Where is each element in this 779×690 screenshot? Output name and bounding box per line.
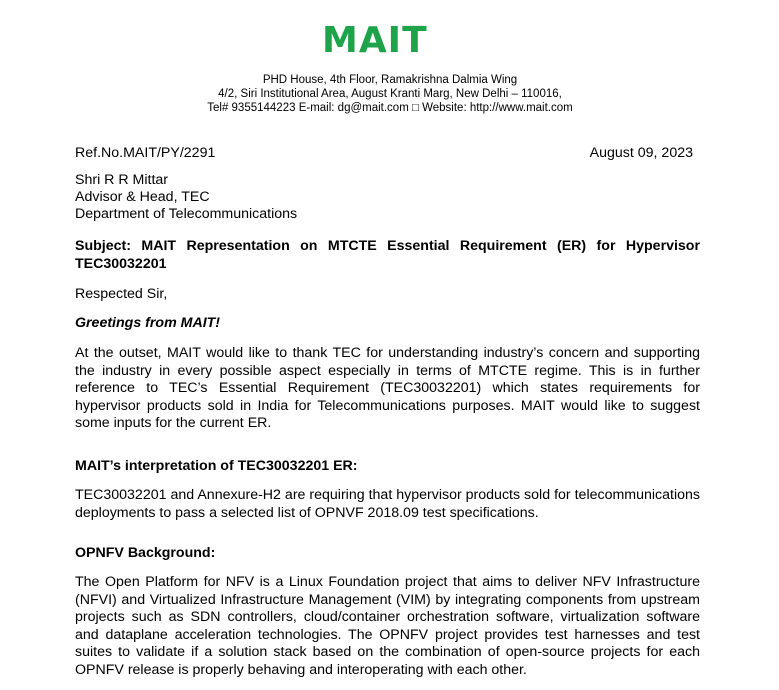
address-line-1: PHD House, 4th Floor, Ramakrishna Dalmia Wing: [262, 74, 518, 86]
recipient-name: Shri R R Mittar: [75, 172, 169, 188]
subject-line: Subject: MAIT Representation on MTCTE Essential Requirement (ER) for Hypervisor TEC30032201: [75, 238, 700, 272]
recipient-title: Advisor & Head, TEC: [75, 189, 210, 205]
reference-number: Ref.No.MAIT/PY/2291: [75, 145, 216, 161]
mait-logo: MAIT: [322, 20, 428, 61]
address-line-3: Tel# 9355144223 E-mail: dg@mait.com □ Website: http://www.mait.com: [207, 102, 573, 114]
background-paragraph: The Open Platform for NFV is a Linux Foundation project that aims to deliver NFV Infrastructure (NFVI) and Virtualized Infrastructure Management (VIM) by integrating components from upstream projects such as SDN controllers, cloud/container orchestration software, virtualization software and dataplane acceleration technologies. The OPNFV project provides test harnesses and test suites to validate if a solution stack based on the combination of open-source projects for each OPNFV release is properly behaving and interoperating with each other.: [75, 574, 700, 678]
recipient-department: Department of Telecommunications: [75, 206, 298, 222]
intro-paragraph: At the outset, MAIT would like to thank TEC for understanding industry’s concern and supporting the industry in every possible aspect especially in terms of MTCTE regime. This is in further reference to TEC’s Essential Requirement (TEC30032201) which states requirements for hypervisor products sold in India for Telecommunications purposes. MAIT would like to suggest some inputs for the current ER.: [75, 345, 700, 431]
interpretation-heading: MAIT’s interpretation of TEC30032201 ER:: [75, 458, 358, 474]
background-heading: OPNFV Background:: [75, 545, 216, 561]
greeting: Greetings from MAIT!: [75, 315, 221, 331]
address-line-2: 4/2, Siri Institutional Area, August Kranti Marg, New Delhi – 110016,: [218, 88, 562, 100]
interpretation-paragraph: TEC30032201 and Annexure-H2 are requiring that hypervisor products sold for telecommunications deployments to pass a selected list of OPNVF 2018.09 test specifications.: [75, 487, 700, 521]
letter-date: August 09, 2023: [589, 145, 693, 161]
salutation: Respected Sir,: [75, 286, 168, 302]
